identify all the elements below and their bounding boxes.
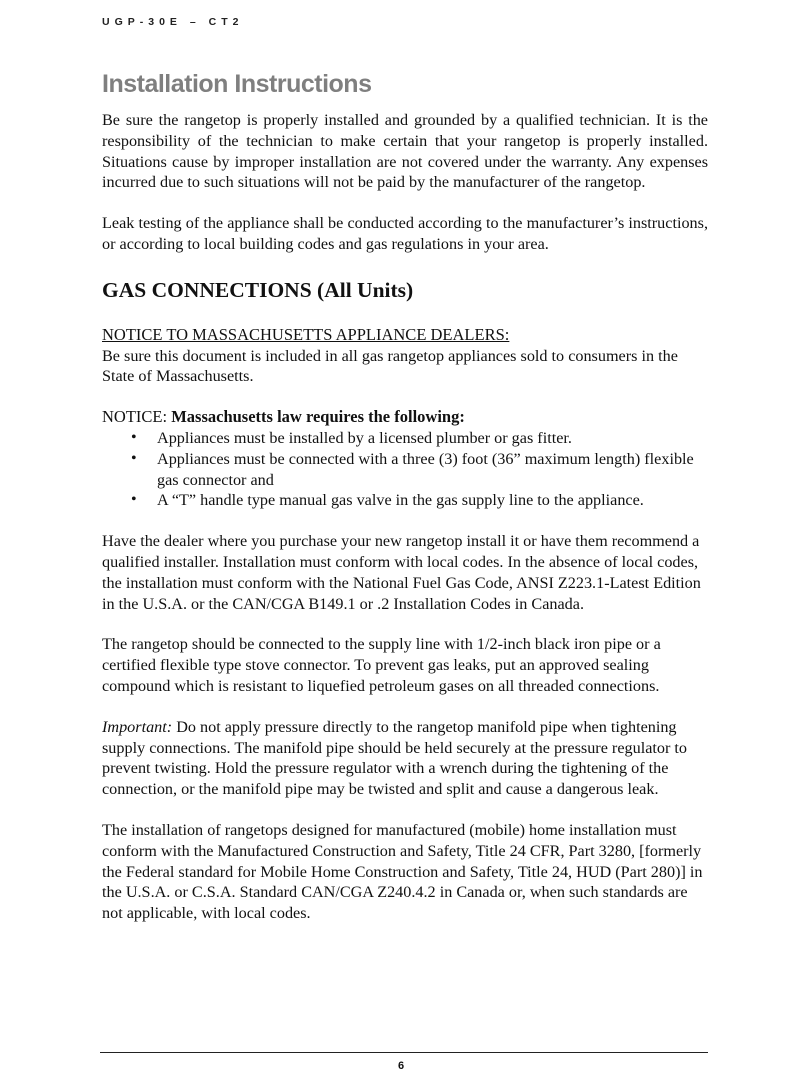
requirements-list (102, 428, 708, 511)
page-content (102, 68, 708, 924)
page-title: Installation Instructions (102, 70, 372, 98)
law-notice-text: Massachusetts law requires the following: (171, 407, 465, 427)
important-label: Important: (102, 717, 173, 736)
supply-line-paragraph: The rangetop should be connected to the supply line with 1/2-inch black iron pipe or a certified flexible type stove connector. To prevent gas leaks, put an approved sealing compound which is resistant to liquefied petroleum gases on all threaded connections. (102, 635, 661, 695)
massachusetts-notice-heading: NOTICE TO MASSACHUSETTS APPLIANCE DEALERS: (102, 324, 510, 344)
law-notice-prefix: NOTICE: (102, 407, 168, 427)
list-item: • Appliances must be connected with a three (3) foot (36” maximum length) flexible gas connector and (131, 449, 694, 489)
massachusetts-law-notice (102, 407, 708, 428)
important-text: Do not apply pressure directly to the rangetop manifold pipe when tightening supply connections. The manifold pipe should be held securely at the pressure regulator to prevent twisting. Hold the pressure regulator with a wrench during the tightening of the connection, or the manifold pipe may be twisted and split and cause a dangerous leak. (102, 717, 687, 799)
intro-paragraph-1: Be sure the rangetop is properly installed and grounded by a qualified technician. It is the responsibility of the technician to make certain that your rangetop is properly installed. Situations cause by improper installation are not covered under the warranty. Any expenses incurred due to such situations will not be paid by the manufacturer of the rangetop. (102, 111, 708, 192)
gas-connections-heading: GAS CONNECTIONS (All Units) (102, 277, 414, 302)
massachusetts-notice-text: Be sure this document is included in all gas rangetop appliances sold to consumers in the State of Massachusetts. (102, 346, 678, 386)
intro-paragraph-2: Leak testing of the appliance shall be conducted according to the manufacturer’s instructions, or according to local building codes and gas regulations in your area. (102, 214, 708, 253)
mobile-home-paragraph: The installation of rangetops designed for manufactured (mobile) home installation must conform with the Manufactured Construction and Safety, Title 24 CFR, Part 3280, [formerly the Federal standard for Mobile Home Construction and Safety, Title 24, HUD (Part 280)] in the U.S.A. or C.S.A. Standard CAN/CGA Z240.4.2 in Canada or, when such standards are not applicable, with local codes. (102, 820, 703, 923)
bullet-icon: • (131, 428, 137, 446)
footer-divider (100, 1052, 708, 1053)
important-paragraph (102, 717, 708, 800)
bullet-icon: • (131, 491, 137, 509)
document-code-header: UGP-30E – CT2 (102, 16, 244, 28)
page-number: 6 (398, 1060, 405, 1072)
dealer-paragraph: Have the dealer where you purchase your new rangetop install it or have them recommend a qualified installer. Installation must conform with local codes. In the absence of local codes, the installation must conform with the National Fuel Gas Code, ANSI Z223.1-Latest Edition in the U.S.A. or the CAN/CGA B149.1 or .2 Installation Codes in Canada. (102, 532, 701, 613)
list-item: • A “T” handle type manual gas valve in the gas supply line to the appliance. (131, 491, 644, 510)
bullet-icon: • (131, 449, 137, 467)
list-item: • Appliances must be installed by a licensed plumber or gas fitter. (131, 428, 572, 447)
